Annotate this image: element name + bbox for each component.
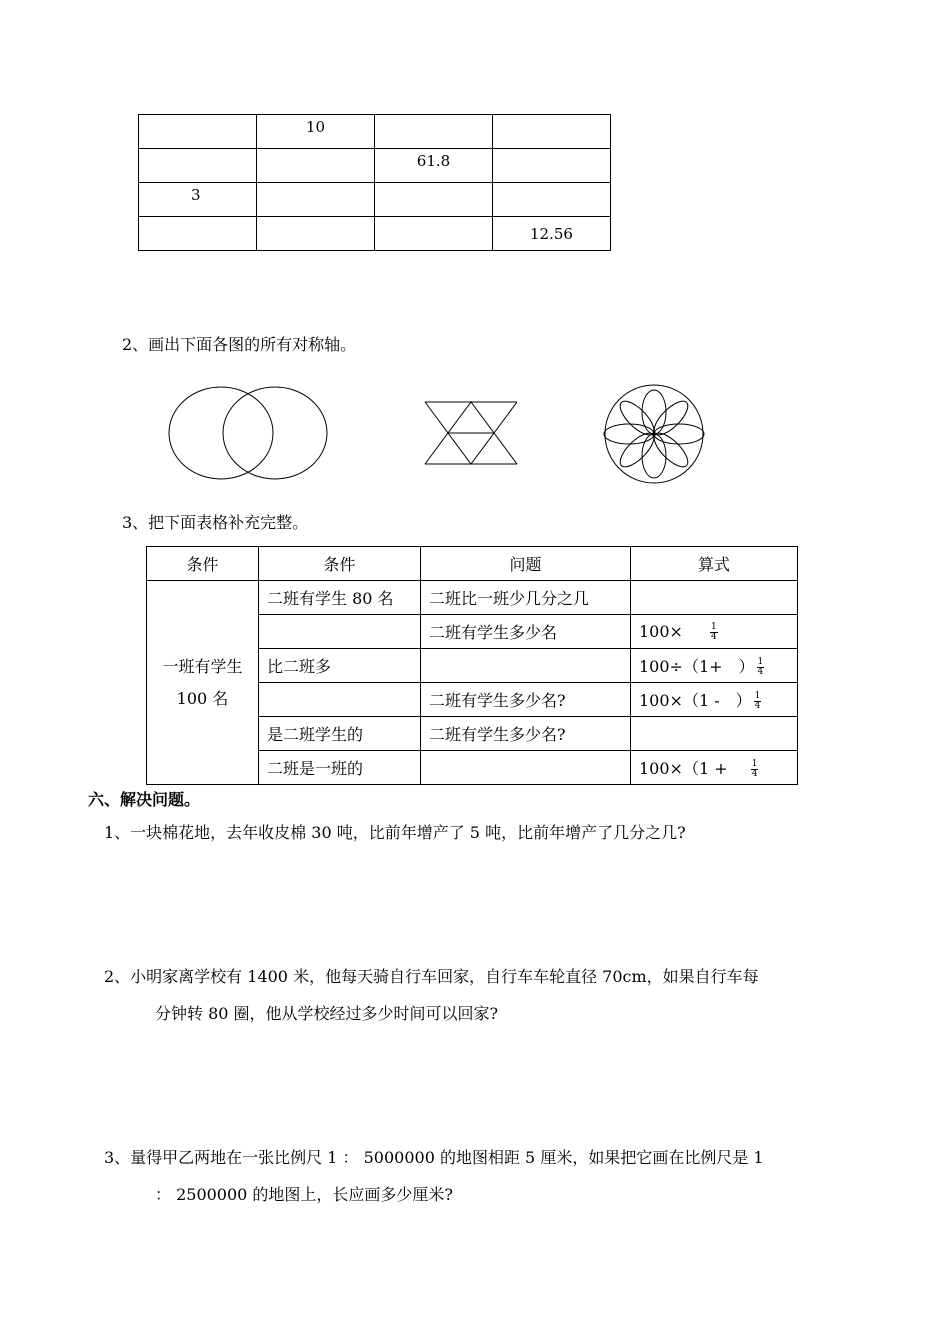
formula-text: 100÷（1+ ） bbox=[639, 657, 755, 676]
blank-table bbox=[138, 114, 611, 251]
table-cell[interactable] bbox=[139, 217, 257, 251]
table-cell[interactable] bbox=[257, 217, 375, 251]
condition-cell[interactable]: 二班是一班的 bbox=[259, 751, 421, 785]
fraction-numerator: 1 bbox=[754, 691, 761, 701]
table-row bbox=[147, 581, 798, 615]
fraction bbox=[757, 658, 765, 677]
problem-3-line-2: ： 2500000 的地图上，长应画多少厘米? bbox=[155, 1185, 454, 1204]
header-cell: 条件 bbox=[147, 547, 259, 581]
table-row bbox=[139, 217, 611, 251]
fraction-denominator: 4 bbox=[757, 667, 764, 677]
problem-2-line-1: 2、小明家离学校有 1400 米，他每天骑自行车回家，自行车车轮直径 70cm，如果自行车每 bbox=[104, 967, 759, 986]
merged-line-2: 100 名 bbox=[176, 688, 229, 708]
formula-cell[interactable] bbox=[631, 751, 798, 785]
question-cell[interactable]: 二班有学生多少名? bbox=[421, 717, 631, 751]
section-title: 六、解决问题。 bbox=[88, 790, 201, 809]
overlapping-circles-figure[interactable] bbox=[165, 385, 335, 485]
merged-condition-cell bbox=[147, 581, 259, 785]
fill-table bbox=[146, 546, 798, 785]
condition-cell[interactable] bbox=[259, 615, 421, 649]
table-cell[interactable] bbox=[375, 183, 493, 217]
condition-cell[interactable]: 是二班学生的 bbox=[259, 717, 421, 751]
fraction-denominator: 4 bbox=[711, 631, 717, 642]
table-cell[interactable] bbox=[493, 149, 611, 183]
problem-3-line-1: 3、量得甲乙两地在一张比例尺 1 ： 5000000 的地图相距 5 厘米，如果把它画在比例尺是 1 bbox=[104, 1148, 764, 1167]
table-cell[interactable] bbox=[139, 149, 257, 183]
question-cell[interactable]: 二班有学生多少名 bbox=[421, 615, 631, 649]
question-cell[interactable]: 二班比一班少几分之几 bbox=[421, 581, 631, 615]
table-cell[interactable] bbox=[493, 115, 611, 149]
table-cell[interactable] bbox=[257, 183, 375, 217]
header-cell: 算式 bbox=[631, 547, 798, 581]
table-cell[interactable] bbox=[493, 183, 611, 217]
table-cell[interactable]: 12.56 bbox=[493, 217, 611, 251]
table-cell[interactable] bbox=[375, 115, 493, 149]
formula-cell[interactable] bbox=[631, 615, 798, 649]
table-cell[interactable]: 10 bbox=[257, 115, 375, 149]
header-cell: 条件 bbox=[259, 547, 421, 581]
fraction-denominator: 4 bbox=[754, 701, 761, 711]
question-cell[interactable] bbox=[421, 649, 631, 683]
formula-text: 100×（1 - ） bbox=[639, 691, 752, 710]
question-2: 2、画出下面各图的所有对称轴。 bbox=[122, 335, 357, 354]
flower-circle-figure[interactable] bbox=[600, 383, 708, 487]
condition-cell[interactable] bbox=[259, 683, 421, 717]
triangles-figure[interactable] bbox=[420, 398, 522, 470]
formula-text: 100×（1 + bbox=[639, 759, 728, 778]
condition-cell[interactable]: 二班有学生 80 名 bbox=[259, 581, 421, 615]
table-header-row bbox=[147, 547, 798, 581]
formula-text: 100× bbox=[639, 621, 683, 641]
question-cell[interactable] bbox=[421, 751, 631, 785]
table-row bbox=[139, 115, 611, 149]
table-cell[interactable]: 3 bbox=[139, 183, 257, 217]
formula-cell[interactable] bbox=[631, 581, 798, 615]
question-3: 3、把下面表格补充完整。 bbox=[122, 513, 309, 532]
merged-line-1: 一班有学生 bbox=[162, 656, 243, 676]
fraction-numerator: 1 bbox=[711, 621, 717, 632]
condition-cell[interactable]: 比二班多 bbox=[259, 649, 421, 683]
fraction bbox=[754, 692, 762, 711]
formula-cell[interactable] bbox=[631, 649, 798, 683]
table-cell[interactable] bbox=[375, 217, 493, 251]
problem-1: 1、一块棉花地，去年收皮棉 30 吨，比前年增产了 5 吨，比前年增产了几分之几? bbox=[104, 823, 686, 842]
table-row bbox=[139, 149, 611, 183]
table-cell[interactable] bbox=[139, 115, 257, 149]
problem-2-line-2: 分钟转 80 圈，他从学校经过多少时间可以回家? bbox=[155, 1004, 499, 1023]
header-cell: 问题 bbox=[421, 547, 631, 581]
table-row bbox=[139, 183, 611, 217]
fraction-denominator: 4 bbox=[751, 769, 758, 779]
question-cell[interactable]: 二班有学生多少名? bbox=[421, 683, 631, 717]
table-cell[interactable] bbox=[257, 149, 375, 183]
fraction-numerator: 1 bbox=[751, 759, 758, 769]
formula-cell[interactable] bbox=[631, 717, 798, 751]
fraction-numerator: 1 bbox=[757, 657, 764, 667]
formula-cell[interactable] bbox=[631, 683, 798, 717]
fraction bbox=[710, 623, 718, 642]
fraction bbox=[751, 760, 759, 779]
table-cell[interactable]: 61.8 bbox=[375, 149, 493, 183]
